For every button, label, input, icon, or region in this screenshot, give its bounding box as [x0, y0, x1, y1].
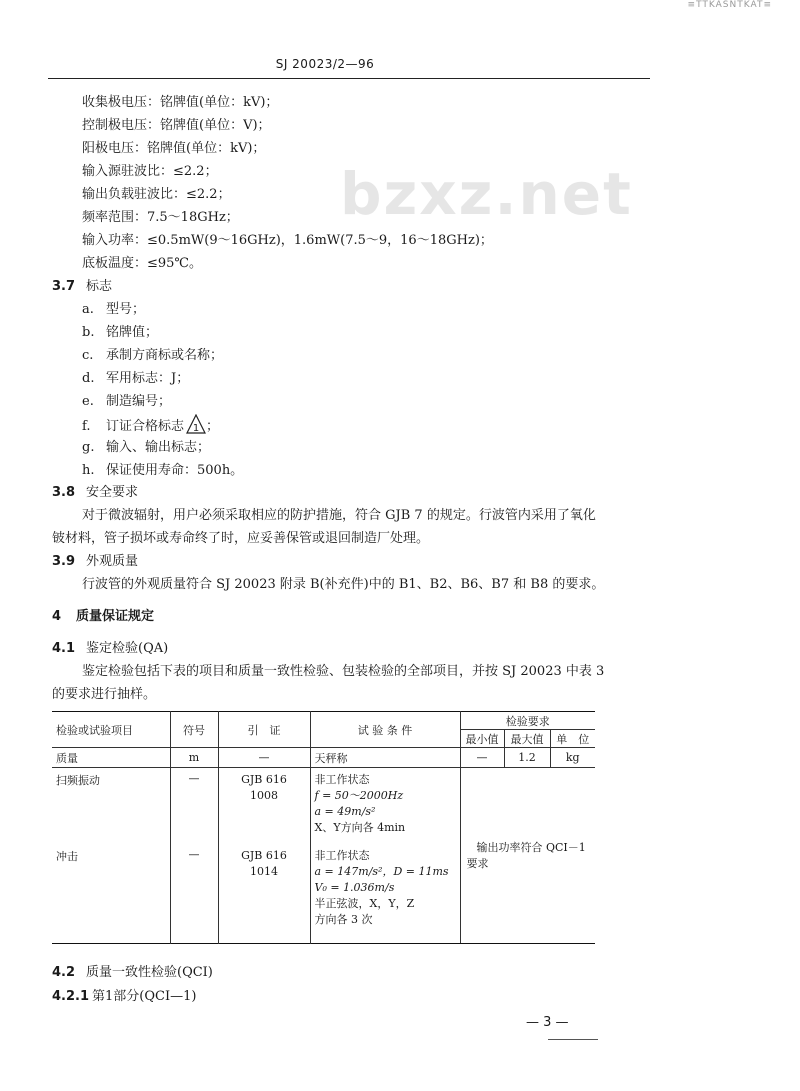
- header-min: 最小值: [460, 730, 504, 748]
- mark-item: d. 军用标志：J；: [82, 371, 190, 386]
- mark-item: e. 制造编号；: [82, 394, 172, 409]
- header-max: 最大值: [504, 730, 550, 748]
- section-title: 外观质量: [86, 554, 139, 569]
- mark-item: g. 输入、输出标志；: [82, 440, 211, 455]
- param-line: 输入功率：≤0.5mW(9～16GHz)，1.6mW(7.5～9，16～18GHz)；: [82, 233, 493, 248]
- triangle-symbol-number: 1: [192, 423, 200, 434]
- section-heading-3-8: [52, 484, 138, 502]
- corner-mark: ≡TTKASNTKAT≡: [687, 0, 772, 10]
- section-title: 标志: [86, 279, 113, 294]
- header-conditions: 试 验 条 件: [310, 712, 460, 748]
- footer-rule: [548, 1039, 598, 1040]
- header-symbol: 符号: [170, 712, 218, 748]
- header-item: 检验或试验项目: [52, 712, 170, 748]
- section-title: 质量一致性检验(QCI): [86, 965, 213, 980]
- section-heading-4-2: [52, 964, 213, 982]
- header-reference: 引 证: [218, 712, 310, 748]
- standard-code-header: SJ 20023/2—96: [275, 57, 375, 71]
- watermark: bzxz.net: [340, 160, 633, 228]
- mark-item: b. 铭牌值；: [82, 325, 159, 340]
- section-title: 鉴定检验(QA): [86, 641, 169, 656]
- qualification-test-table: [52, 711, 595, 944]
- section-number: 3.7: [52, 279, 76, 294]
- mark-item: h. 保证使用寿命：500h。: [82, 463, 244, 478]
- param-line: 输出负载驻波比：≤2.2；: [82, 187, 231, 202]
- section-number: 4.2.1: [52, 989, 90, 1004]
- table-row: 扫频振动 — GJB 616 1008 非工作状态 f = 50～2000Hz a = 49m/s² X、Y方向各 4min 输出功率符合 QCI－1 要求: [52, 768, 595, 848]
- param-line: 收集极电压：铭牌值(单位：kV)；: [82, 95, 279, 110]
- section-heading-4-2-1: [52, 988, 196, 1006]
- chapter-number: 4: [52, 609, 62, 624]
- mark-item: c. 承制方商标或名称；: [82, 348, 224, 363]
- paragraph-line: 鉴定检验包括下表的项目和质量一致性检验、包装检验的全部项目，并按 SJ 20023 中表 3: [82, 664, 605, 679]
- section-title: 第1部分(QCI—1): [92, 989, 197, 1004]
- chapter-heading-4: [52, 608, 154, 626]
- mark-item: f. 订证合格标志 1 ；: [82, 414, 219, 436]
- param-line: 阳极电压：铭牌值(单位：kV)；: [82, 141, 266, 156]
- warning-triangle-icon: [186, 414, 206, 434]
- param-line: 控制极电压：铭牌值(单位：V)；: [82, 118, 271, 133]
- paragraph-line: 对于微波辐射，用户必须采取相应的防护措施，符合 GJB 7 的规定。行波管内采用了氧化: [82, 508, 596, 523]
- table-row: 质量 m — 天秤称 — 1.2 kg: [52, 748, 595, 768]
- page-number: — 3 —: [526, 1015, 569, 1030]
- paragraph-line: 行波管的外观质量符合 SJ 20023 附录 B(补充件)中的 B1、B2、B6、B7 和 B8 的要求。: [82, 577, 605, 592]
- section-number: 3.9: [52, 554, 76, 569]
- section-heading-3-9: [52, 553, 138, 571]
- section-number: 3.8: [52, 485, 76, 500]
- chapter-title: 质量保证规定: [76, 609, 155, 624]
- section-heading-4-1: [52, 640, 168, 658]
- section-number: 4.1: [52, 641, 76, 656]
- header-rule: [48, 78, 650, 79]
- paragraph-line: 的要求进行抽样。: [52, 687, 157, 702]
- paragraph-line: 铍材料，管子损坏或寿命终了时，应妥善保管或退回制造厂处理。: [52, 531, 430, 546]
- header-unit: 单 位: [550, 730, 595, 748]
- section-heading-3-7: [52, 278, 112, 296]
- param-line: 频率范围：7.5～18GHz；: [82, 210, 239, 225]
- section-title: 安全要求: [86, 485, 139, 500]
- section-number: 4.2: [52, 965, 76, 980]
- merged-requirement-cell: 输出功率符合 QCI－1 要求: [460, 768, 595, 944]
- mark-item: a. 型号；: [82, 302, 146, 317]
- param-line: 底板温度：≤95℃。: [82, 256, 202, 271]
- header-requirements: 检验要求: [460, 712, 595, 730]
- table-row: 冲击 — GJB 616 1014 非工作状态 a = 147m/s²，D = 11ms V₀ = 1.036m/s 半正弦波，X，Y，Z 方向各 3 次: [52, 848, 595, 944]
- param-line: 输入源驻波比：≤2.2；: [82, 164, 218, 179]
